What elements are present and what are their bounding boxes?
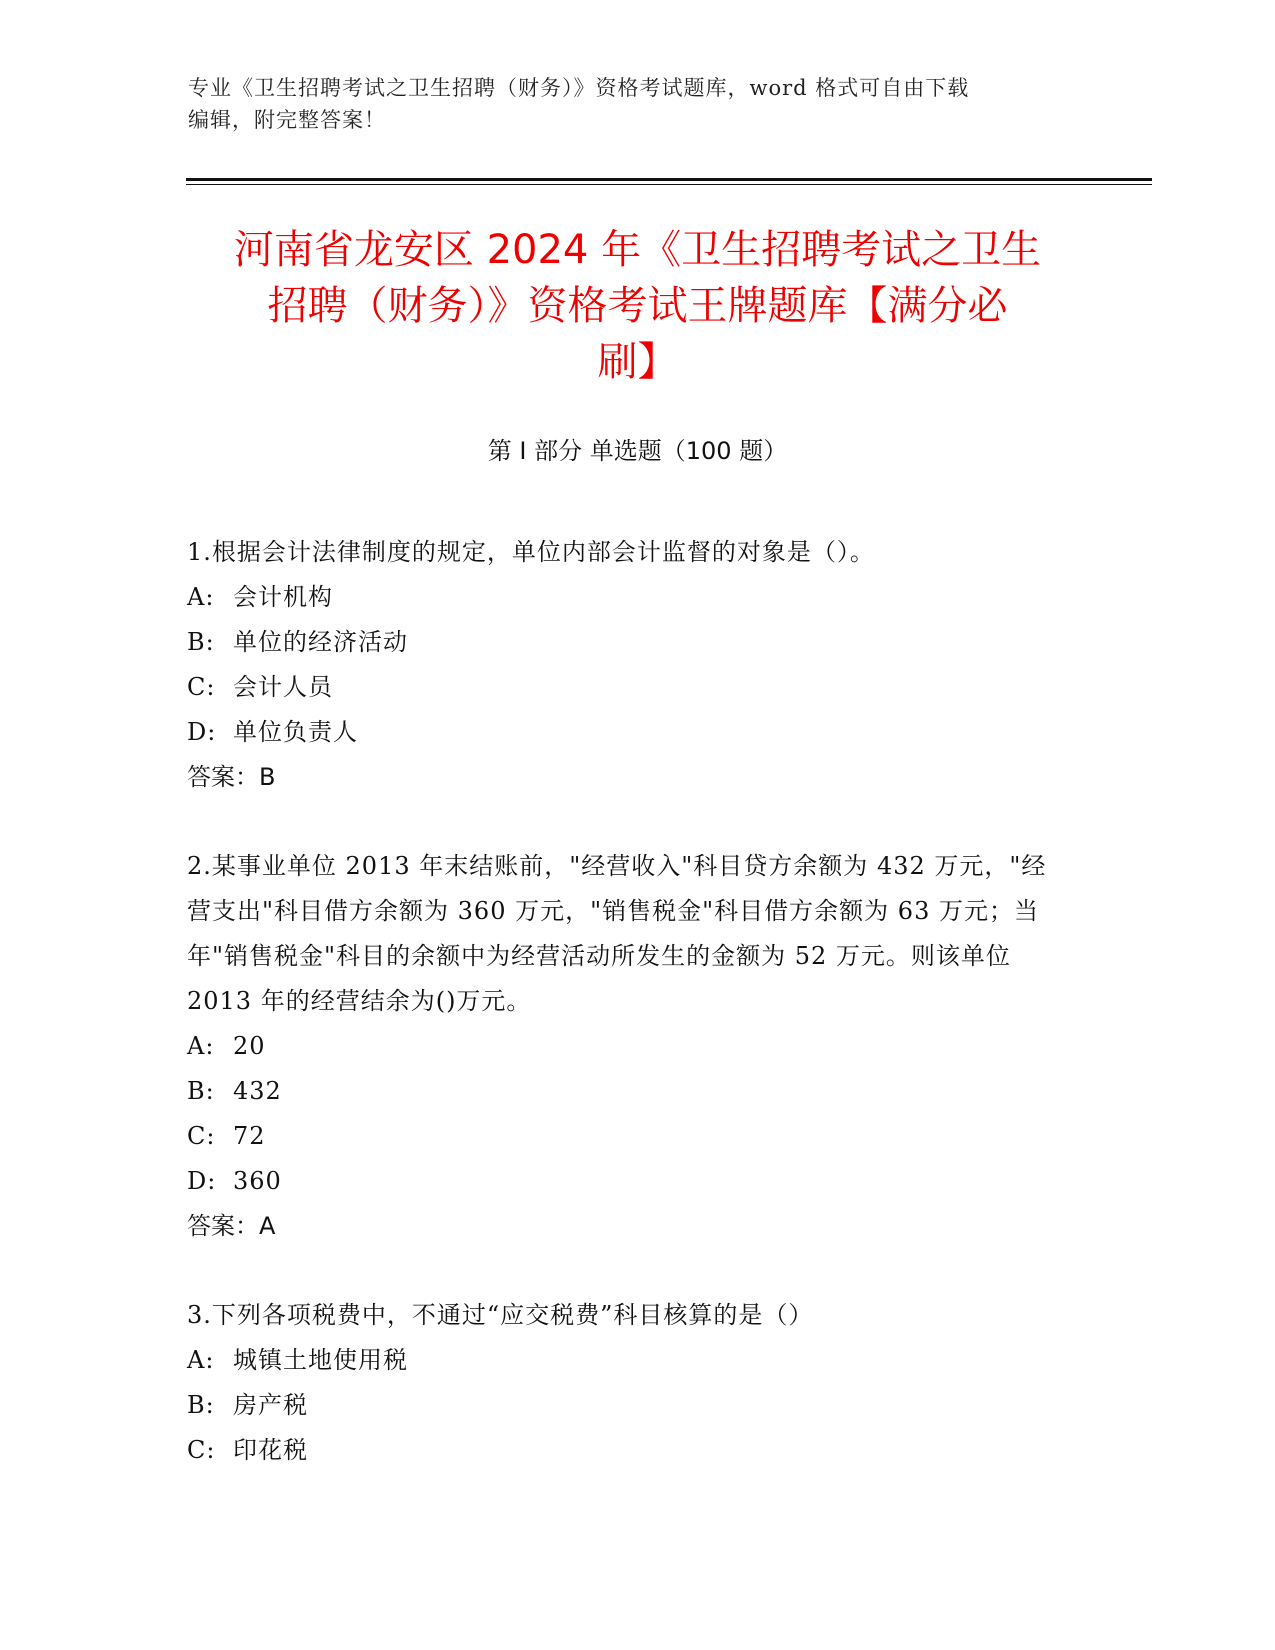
header-divider-thick xyxy=(186,178,1152,181)
option-text: 印花税 xyxy=(233,1436,308,1464)
option-text: 单位的经济活动 xyxy=(233,628,408,656)
option-letter: A: xyxy=(187,1346,215,1374)
option-text: 会计机构 xyxy=(233,583,333,611)
question-3 xyxy=(187,1293,1067,1473)
question-1 xyxy=(187,530,1067,800)
option-b xyxy=(187,620,1067,665)
title-line-2: 招聘（财务）》资格考试王牌题库【满分必 xyxy=(267,283,1008,329)
option-a xyxy=(187,1024,1067,1069)
question-stem: 2.某事业单位 2013 年末结账前，"经营收入"科目贷方余额为 432 万元，"经营支出"科目借方余额为 360 万元，"销售税金"科目借方余额为 63 万元；当年"销售税金"科目的余额中为经营活动所发生的金额为 52 万元。则该单位 2013 年的经营结余为()万元。 xyxy=(187,852,1047,1015)
option-letter: B: xyxy=(187,1077,215,1105)
option-text: 城镇土地使用税 xyxy=(233,1346,408,1374)
section-heading: 第 I 部分 单选题（100 题） xyxy=(487,437,788,465)
option-letter: D: xyxy=(187,1167,217,1195)
option-text: 432 xyxy=(233,1077,282,1105)
title-line-1: 河南省龙安区 2024 年《卫生招聘考试之卫生 xyxy=(233,227,1042,273)
option-b xyxy=(187,1383,1067,1428)
question-2 xyxy=(187,844,1067,1249)
answer-line: 答案：B xyxy=(187,763,276,791)
question-stem: 3.下列各项税费中，不通过“应交税费”科目核算的是（） xyxy=(187,1301,814,1329)
option-text: 72 xyxy=(233,1122,266,1150)
document-title xyxy=(150,222,1125,390)
option-letter: B: xyxy=(187,628,215,656)
option-letter: C: xyxy=(187,1122,216,1150)
option-a xyxy=(187,575,1067,620)
title-line-3: 刷】 xyxy=(597,339,678,385)
option-a xyxy=(187,1338,1067,1383)
option-c xyxy=(187,1114,1067,1159)
option-text: 会计人员 xyxy=(233,673,333,701)
option-text: 单位负责人 xyxy=(233,718,358,746)
option-c xyxy=(187,665,1067,710)
option-b xyxy=(187,1069,1067,1114)
question-stem: 1.根据会计法律制度的规定，单位内部会计监督的对象是（）。 xyxy=(187,538,875,566)
option-letter: A: xyxy=(187,583,215,611)
option-letter: A: xyxy=(187,1032,215,1060)
header-divider-thin xyxy=(186,184,1152,185)
page-header xyxy=(188,72,1088,136)
answer-line: 答案：A xyxy=(187,1212,276,1240)
header-line-2: 编辑，附完整答案！ xyxy=(188,108,386,132)
option-letter: D: xyxy=(187,718,217,746)
option-letter: C: xyxy=(187,1436,216,1464)
option-d xyxy=(187,710,1067,755)
option-text: 20 xyxy=(233,1032,266,1060)
option-d xyxy=(187,1159,1067,1204)
question-list xyxy=(187,530,1067,1517)
option-text: 360 xyxy=(233,1167,282,1195)
option-letter: C: xyxy=(187,673,216,701)
option-text: 房产税 xyxy=(233,1391,308,1419)
option-c xyxy=(187,1428,1067,1473)
option-letter: B: xyxy=(187,1391,215,1419)
header-line-1: 专业《卫生招聘考试之卫生招聘（财务）》资格考试题库，word 格式可自由下载 xyxy=(188,76,970,100)
